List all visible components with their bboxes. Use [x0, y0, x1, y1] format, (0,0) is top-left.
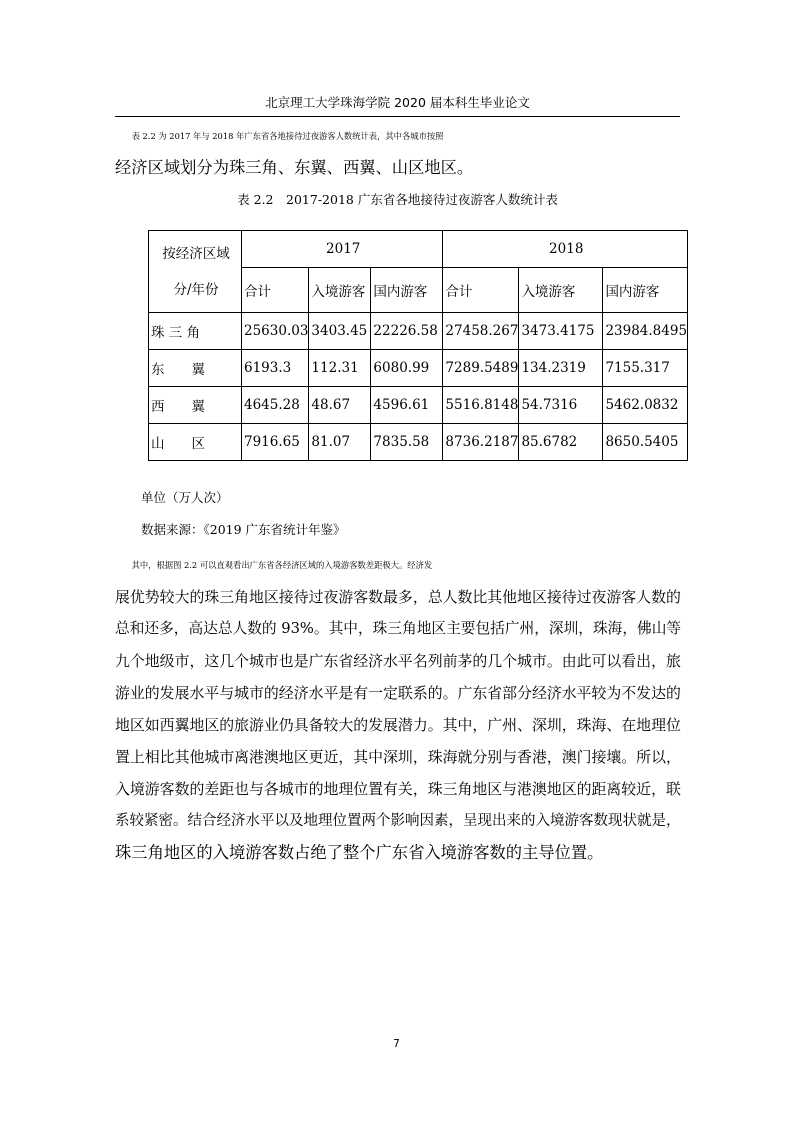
corner-header-line1: 按经济区域 — [162, 245, 230, 262]
value-cell: 27458.267 — [443, 313, 519, 350]
value-cell: 7289.5489 — [443, 350, 519, 387]
intro-line: 表 2.2 为 2017 年与 2018 年广东省各地接待过夜游客人数统计表，其中各城市按照 — [131, 131, 444, 141]
body-line: 系较紧密。结合经济水平以及地理位置两个影响因素，呈现出来的入境游客数现状就是， — [115, 813, 681, 829]
value-cell: 23984.8495 — [603, 313, 688, 350]
year-header-2017: 2017 — [242, 231, 443, 268]
table-row — [149, 424, 688, 461]
intro-paragraph — [115, 120, 680, 184]
table-row — [149, 313, 688, 350]
subheader-domestic: 国内游客 — [371, 268, 443, 313]
subheader-domestic: 国内游客 — [603, 268, 688, 313]
value-cell: 3473.4175 — [519, 313, 603, 350]
tourist-statistics-table — [148, 230, 688, 461]
value-cell: 8736.2187 — [443, 424, 519, 461]
value-cell: 22226.58 — [371, 313, 443, 350]
region-cell: 珠 三 角 — [149, 313, 242, 350]
body-line: 其中，根据图 2.2 可以直观看出广东省各经济区域的入境游客数差距极大。经济发 — [131, 560, 433, 570]
subheader-total: 合计 — [443, 268, 519, 313]
body-line: 地区如西翼地区的旅游业仍具备较大的发展潜力。其中，广州、深圳，珠海、在地理位 — [115, 716, 681, 734]
value-cell: 112.31 — [309, 350, 371, 387]
body-line: 九个地级市，这几个城市也是广东省经济水平名列前茅的几个城市。由此可以看出，旅 — [115, 652, 681, 670]
value-cell: 54.7316 — [519, 387, 603, 424]
value-cell: 3403.45 — [309, 313, 371, 350]
body-line: 入境游客数的差距也与各城市的地理位置有关，珠三角地区与港澳地区的距离较近，联 — [115, 780, 681, 798]
value-cell: 4645.28 — [242, 387, 309, 424]
value-cell: 25630.03 — [242, 313, 309, 350]
subheader-inbound: 入境游客 — [309, 268, 371, 313]
corner-header — [149, 231, 242, 313]
source-note: 数据来源：《2019 广东省统计年鉴》 — [141, 522, 346, 537]
value-cell: 6193.3 — [242, 350, 309, 387]
body-line: 总和还多，高达总人数的 93%。其中，珠三角地区主要包括广州，深圳，珠海，佛山等 — [115, 620, 682, 637]
body-line: 游业的发展水平与城市的经济水平是有一定联系的。广东省部分经济水平较为不发达的 — [115, 684, 681, 702]
table-row — [149, 350, 688, 387]
value-cell: 7916.65 — [242, 424, 309, 461]
value-cell: 7155.317 — [603, 350, 688, 387]
region-cell: 西 翼 — [149, 387, 242, 424]
region-cell: 东 翼 — [149, 350, 242, 387]
value-cell: 8650.5405 — [603, 424, 688, 461]
corner-header-line2: 分/年份 — [173, 281, 219, 298]
value-cell: 7835.58 — [371, 424, 443, 461]
body-line: 置上相比其他城市离港澳地区更近，其中深圳，珠海就分别与香港，澳门接壤。所以， — [115, 748, 681, 766]
body-line: 展优势较大的珠三角地区接待过夜游客数最多，总人数比其他地区接待过夜游客人数的 — [115, 588, 681, 606]
value-cell: 5462.0832 — [603, 387, 688, 424]
subheader-inbound: 入境游客 — [519, 268, 603, 313]
value-cell: 4596.61 — [371, 387, 443, 424]
value-cell: 6080.99 — [371, 350, 443, 387]
page-number: 7 — [393, 1038, 400, 1050]
header-rule — [115, 116, 680, 117]
table-row — [149, 387, 688, 424]
body-paragraph — [115, 549, 680, 869]
body-line: 珠三角地区的入境游客数占绝了整个广东省入境游客数的主导位置。 — [115, 843, 604, 862]
year-header-2018: 2018 — [443, 231, 688, 268]
value-cell: 5516.8148 — [443, 387, 519, 424]
value-cell: 85.6782 — [519, 424, 603, 461]
page-header: 北京理工大学珠海学院 2020 届本科生毕业论文 — [265, 95, 530, 110]
table-caption: 表 2.2 2017-2018 广东省各地接待过夜游客人数统计表 — [237, 192, 558, 207]
value-cell: 48.67 — [309, 387, 371, 424]
subheader-total: 合计 — [242, 268, 309, 313]
intro-line: 经济区域划分为珠三角、东翼、西翼、山区地区。 — [115, 158, 474, 177]
unit-note: 单位（万人次） — [141, 490, 229, 505]
region-cell: 山 区 — [149, 424, 242, 461]
value-cell: 81.07 — [309, 424, 371, 461]
value-cell: 134.2319 — [519, 350, 603, 387]
